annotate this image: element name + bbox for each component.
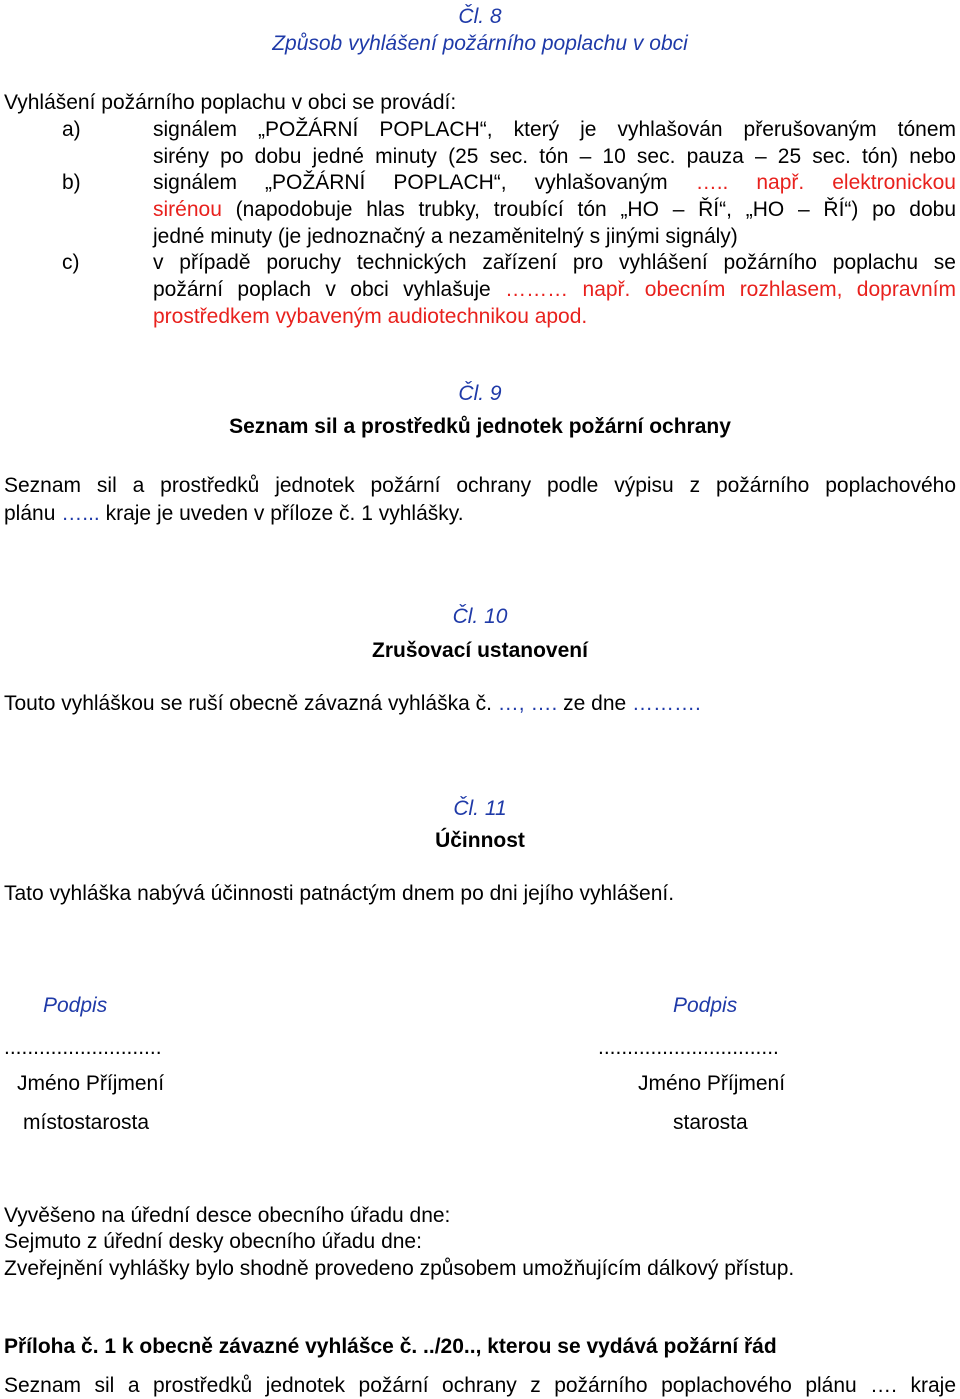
item-c-line-2-text: požární poplach v obci vyhlašuje: [153, 278, 491, 301]
footer-published: Zveřejnění vyhlášky bylo shodně provedeno způsobem umožňujícím dálkový přístup.: [4, 1257, 795, 1280]
item-a-line-2: sirény po dobu jedné minuty (25 sec. tón – 10 sec. pauza – 25 sec. tón) nebo: [153, 145, 956, 168]
signature-right-name: Jméno Příjmení: [638, 1072, 786, 1095]
article-9-line-2-b: kraje je uveden v příloze č. 1 vyhlášky.: [105, 502, 464, 525]
item-b-line-2-text: (napodobuje hlas trubky, troubící tón „HO – ŘÍ“, „HO – ŘÍ“) po dobu: [235, 198, 956, 221]
item-c-line-2: [153, 277, 956, 303]
article-10-text-b: ze dne: [563, 692, 627, 715]
footer-removed: Sejmuto z úřední desky obecního úřadu dne:: [4, 1230, 422, 1253]
item-c-line-1: v případě poruchy technických zařízení pro vyhlášení požárního poplachu se: [153, 251, 956, 274]
article-11-text: Tato vyhláška nabývá účinnosti patnáctým dnem po dni jejího vyhlášení.: [4, 882, 675, 905]
article-8-number: Čl. 8: [458, 5, 502, 28]
article-8-title: Způsob vyhlášení požárního poplachu v obci: [272, 32, 688, 55]
signature-left-dots: ...........................: [4, 1036, 162, 1059]
item-a-line-1: signálem „POŽÁRNÍ POPLACH“, který je vyhlašován přerušovaným tónem: [153, 118, 956, 141]
item-b-line-3: jedné minuty (je jednoznačný a nezaměnitelný s jinými signály): [153, 225, 738, 248]
article-10-text: [4, 691, 701, 717]
list-marker-b: b): [62, 171, 81, 194]
list-marker-a: a): [62, 118, 81, 141]
signature-right-label: Podpis: [673, 994, 738, 1017]
article-10-placeholder-number: …, ….: [497, 692, 558, 715]
article-9-placeholder: …...: [61, 502, 100, 525]
article-9-line-2-a: plánu: [4, 502, 56, 525]
item-b-line-1-red: ….. např. elektronickou: [695, 171, 956, 194]
article-10-number: Čl. 10: [452, 605, 508, 628]
signature-left-label: Podpis: [43, 994, 108, 1017]
article-10-text-a: Touto vyhláškou se ruší obecně závazná vyhláška č.: [4, 692, 492, 715]
item-c-line-2-red: ……… např. obecním rozhlasem, dopravním: [505, 278, 957, 301]
annex-text: Seznam sil a prostředků jednotek požární ochrany z požárního poplachového plánu …. kraje: [4, 1374, 956, 1397]
article-9-line-1: Seznam sil a prostředků jednotek požární ochrany podle výpisu z požárního poplachového: [4, 474, 956, 497]
article-10-placeholder-date: ……….: [632, 692, 701, 715]
item-b-line-1: [153, 170, 956, 196]
signature-right-role: starosta: [673, 1111, 748, 1134]
footer-posted: Vyvěšeno na úřední desce obecního úřadu dne:: [4, 1204, 451, 1227]
article-9-number: Čl. 9: [458, 382, 502, 405]
item-b-line-2-red: sirénou: [153, 198, 222, 221]
item-b-line-1-text: signálem „POŽÁRNÍ POPLACH“, vyhlašovaným: [153, 171, 668, 194]
list-marker-c: c): [62, 251, 80, 274]
signature-left-name: Jméno Příjmení: [17, 1072, 165, 1095]
item-c-line-3: prostředkem vybaveným audiotechnikou apod.: [153, 305, 588, 328]
signature-left-role: místostarosta: [23, 1111, 150, 1134]
article-8-intro: Vyhlášení požárního poplachu v obci se provádí:: [4, 91, 457, 114]
item-b-line-2: [153, 197, 956, 223]
annex-title: Příloha č. 1 k obecně závazné vyhlášce č. ../20.., kterou se vydává požární řád: [4, 1335, 777, 1358]
article-9-line-2: [4, 501, 464, 527]
signature-right-dots: ...............................: [598, 1036, 779, 1059]
article-9-title: Seznam sil a prostředků jednotek požární ochrany: [229, 415, 731, 438]
article-11-title: Účinnost: [435, 829, 525, 852]
article-10-title: Zrušovací ustanovení: [372, 639, 588, 662]
article-11-number: Čl. 11: [453, 797, 507, 820]
